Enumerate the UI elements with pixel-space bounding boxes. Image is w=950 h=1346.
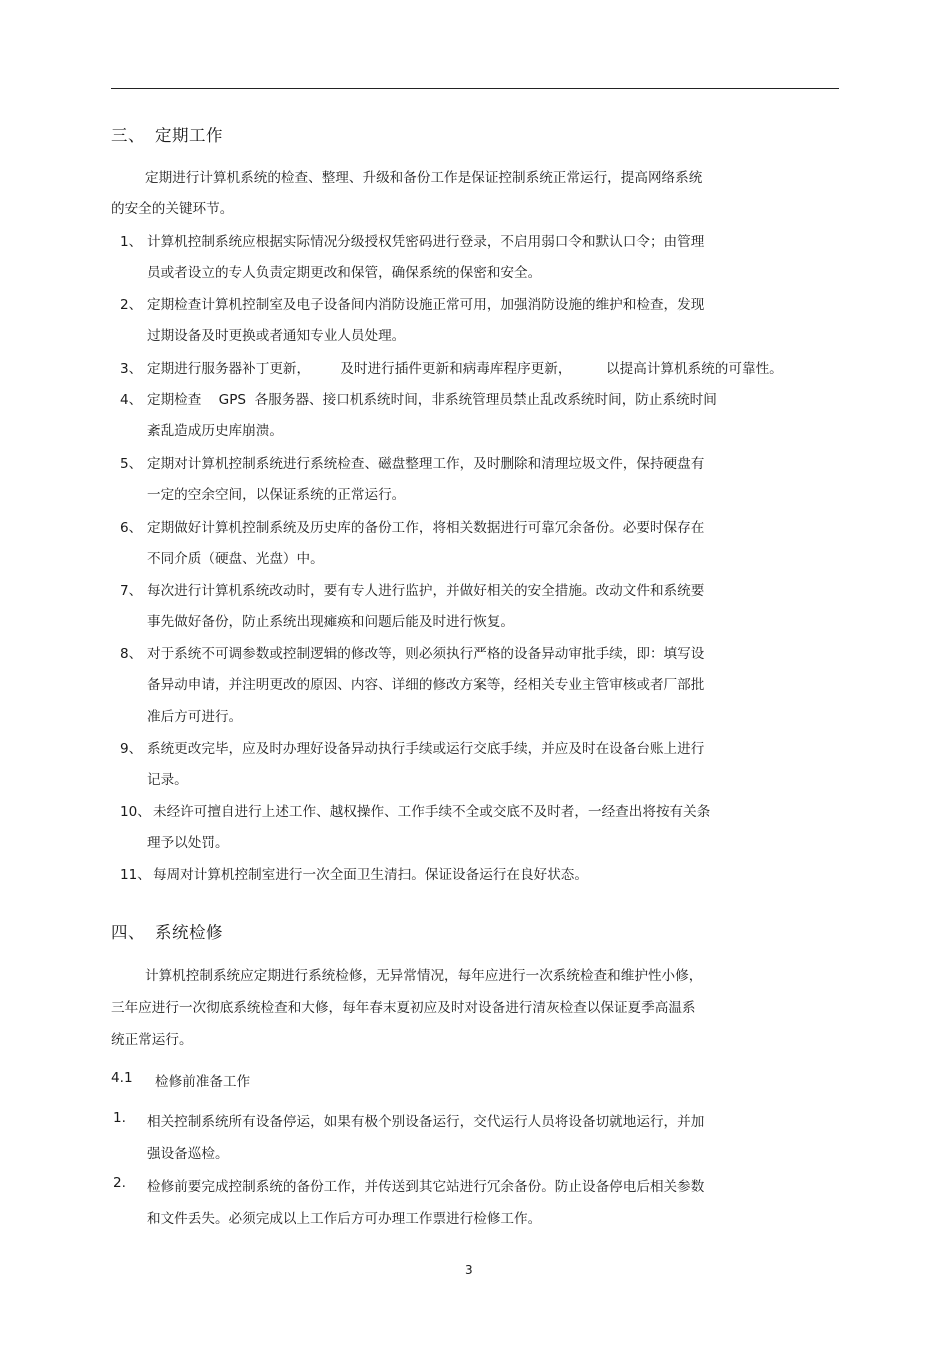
list-item-line: 强设备巡检。 xyxy=(147,1146,229,1162)
list-item-line: 未经许可擅自进行上述工作、越权操作、工作手续不全或交底不及时者，一经查出将按有关条 xyxy=(153,804,711,820)
list-item-number: 6、 xyxy=(120,520,143,536)
subsection-number: 4.1 xyxy=(111,1070,133,1086)
list-item-line: 记录。 xyxy=(147,772,188,788)
list-item-line: 检修前要完成控制系统的备份工作，并传送到其它站进行冗余备份。防止设备停电后相关参数 xyxy=(147,1179,705,1195)
page-number: 3 xyxy=(465,1263,473,1277)
section-3-intro-line: 的安全的关键环节。 xyxy=(111,201,234,217)
list-item-line: 和文件丢失。必须完成以上工作后方可办理工作票进行检修工作。 xyxy=(147,1211,542,1227)
list-item-line: 紊乱造成历史库崩溃。 xyxy=(147,423,283,439)
list-item-line: 每次进行计算机系统改动时，要有专人进行监护，并做好相关的安全措施。改动文件和系统要 xyxy=(147,583,705,599)
list-item-line: 相关控制系统所有设备停运，如果有极个别设备运行，交代运行人员将设备切就地运行，并加 xyxy=(147,1114,705,1130)
list-item-line: 定期进行服务器补丁更新， 及时进行插件更新和病毒库程序更新， 以提高计算机系统的可靠性。 xyxy=(147,361,783,377)
list-item-number: 1、 xyxy=(120,234,143,250)
list-item-number: 9、 xyxy=(120,741,143,757)
list-item-line: 对于系统不可调参数或控制逻辑的修改等，则必须执行严格的设备异动审批手续，即：填写设 xyxy=(147,646,705,662)
list-item-number: 8、 xyxy=(120,646,143,662)
list-item-line: 定期对计算机控制系统进行系统检查、磁盘整理工作，及时删除和清理垃圾文件，保持硬盘有 xyxy=(147,456,705,472)
list-item-number: 10、 xyxy=(120,804,151,820)
list-item-number: 2. xyxy=(113,1175,126,1191)
subsection-title: 检修前准备工作 xyxy=(155,1074,251,1090)
list-item-line: 过期设备及时更换或者通知专业人员处理。 xyxy=(147,328,406,344)
list-item-line: 计算机控制系统应根据实际情况分级授权凭密码进行登录，不启用弱口令和默认口令；由管理 xyxy=(147,234,705,250)
list-item-line: 准后方可进行。 xyxy=(147,709,243,725)
list-item-line: 一定的空余空间，以保证系统的正常运行。 xyxy=(147,487,406,503)
list-item-line: 定期做好计算机控制系统及历史库的备份工作，将相关数据进行可靠冗余备份。必要时保存在 xyxy=(147,520,705,536)
section-4-title: 系统检修 xyxy=(155,923,223,942)
section-4-number: 四、 xyxy=(111,923,145,942)
list-item-line: 理予以处罚。 xyxy=(147,835,229,851)
section-4-intro-line: 统正常运行。 xyxy=(111,1032,193,1048)
list-item-number: 2、 xyxy=(120,297,143,313)
list-item-line: 定期检查计算机控制室及电子设备间内消防设施正常可用，加强消防设施的维护和检查，发现 xyxy=(147,297,705,313)
section-3-title: 定期工作 xyxy=(155,126,223,145)
list-item-line: 不同介质（硬盘、光盘）中。 xyxy=(147,551,324,567)
list-item-line: 备异动申请，并注明更改的原因、内容、详细的修改方案等，经相关专业主管审核或者厂部批 xyxy=(147,677,705,693)
list-item-number: 7、 xyxy=(120,583,143,599)
section-3-intro-line: 定期进行计算机系统的检查、整理、升级和备份工作是保证控制系统正常运行，提高网络系统 xyxy=(145,170,703,186)
list-item-number: 4、 xyxy=(120,392,143,408)
header-rule xyxy=(111,88,839,89)
list-item-line: 定期检查 GPS 各服务器、接口机系统时间，非系统管理员禁止乱改系统时间，防止系统时间 xyxy=(147,392,717,408)
section-3-heading xyxy=(111,122,223,146)
section-4-heading xyxy=(111,919,223,943)
list-item-line: 每周对计算机控制室进行一次全面卫生清扫。保证设备运行在良好状态。 xyxy=(153,867,588,883)
list-item-number: 11、 xyxy=(120,867,151,883)
list-item-line: 系统更改完毕，应及时办理好设备异动执行手续或运行交底手续，并应及时在设备台账上进行 xyxy=(147,741,705,757)
list-item-number: 1. xyxy=(113,1110,126,1126)
section-4-intro-line: 计算机控制系统应定期进行系统检修，无异常情况，每年应进行一次系统检查和维护性小修， xyxy=(145,968,703,984)
section-4-intro-line: 三年应进行一次彻底系统检查和大修，每年春末夏初应及时对设备进行清灰检查以保证夏季高温系 xyxy=(111,1000,696,1016)
section-3-number: 三、 xyxy=(111,126,145,145)
list-item-number: 5、 xyxy=(120,456,143,472)
list-item-line: 事先做好备份，防止系统出现瘫痪和问题后能及时进行恢复。 xyxy=(147,614,515,630)
list-item-line: 员或者设立的专人负责定期更改和保管，确保系统的保密和安全。 xyxy=(147,265,542,281)
list-item-number: 3、 xyxy=(120,361,143,377)
